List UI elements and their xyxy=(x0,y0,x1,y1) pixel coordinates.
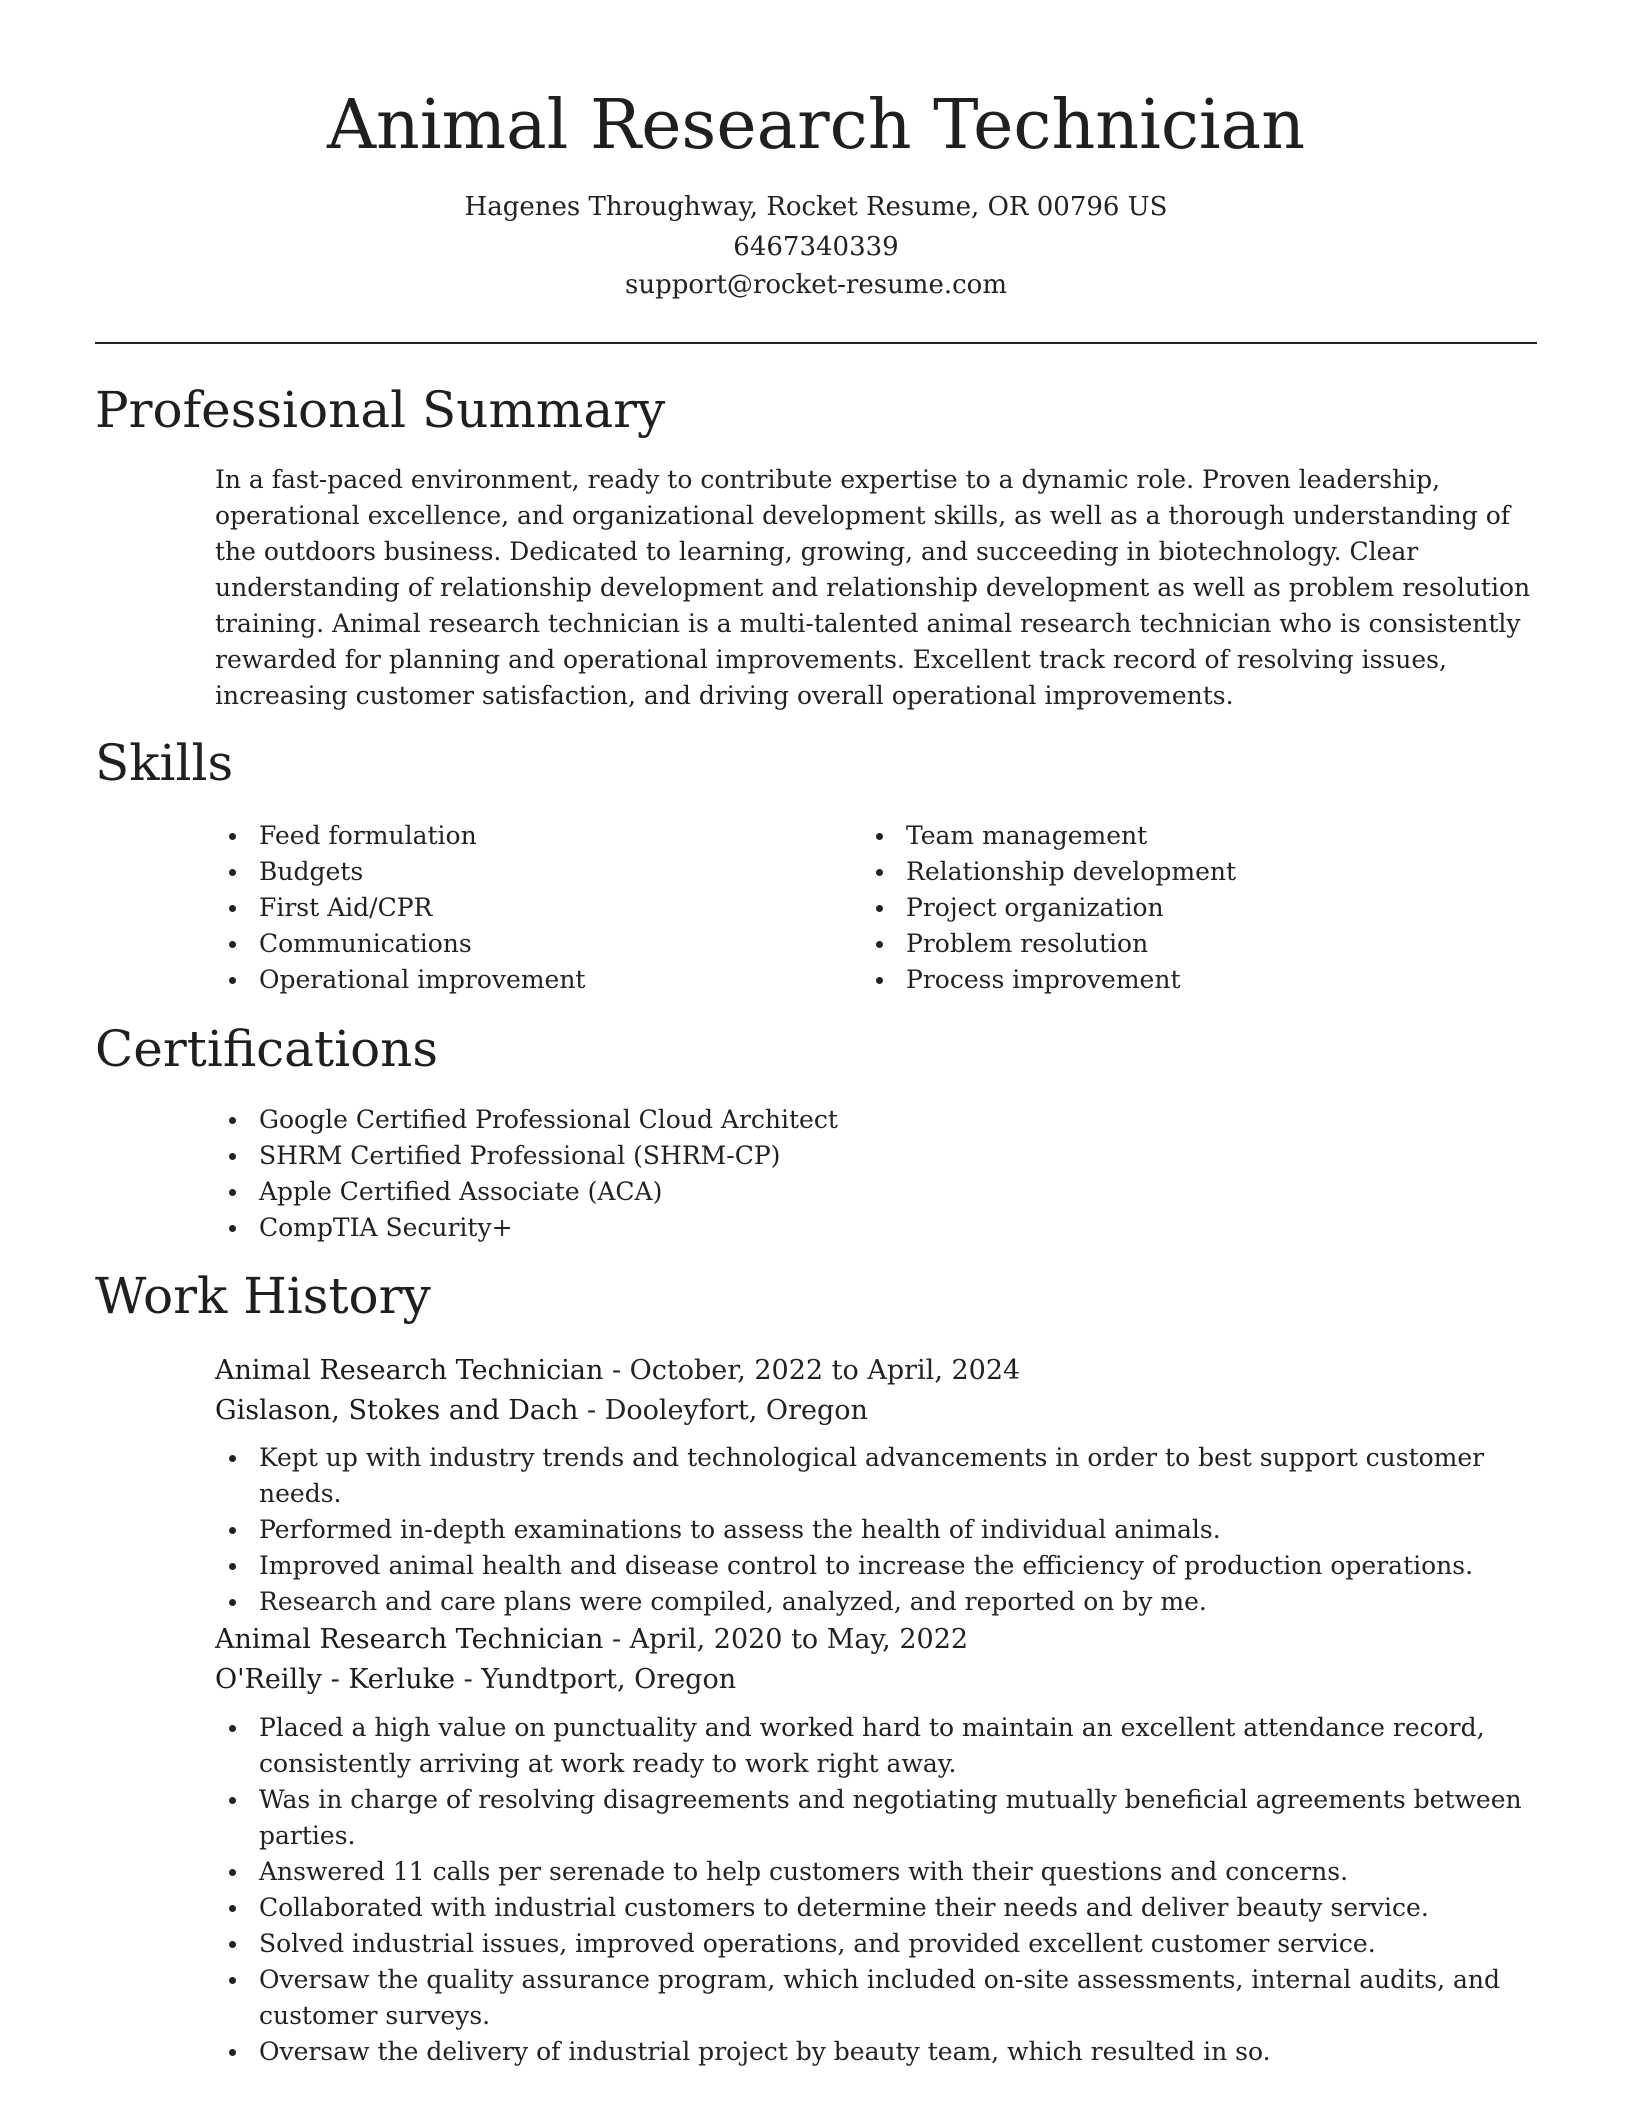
certifications-list xyxy=(215,1102,1545,1246)
skill-item: Project organization xyxy=(862,890,1542,926)
summary-heading: Professional Summary xyxy=(95,381,666,439)
certification-item: SHRM Certified Professional (SHRM-CP) xyxy=(215,1138,1545,1174)
summary-text: In a fast-paced environment, ready to contribute expertise to a dynamic role. Proven leadership, operational excellence, and organizational development skills, as well as a thorough understanding of the outdoors business. Dedicated to learning, growing, and succeeding in biotechnology. Clear understanding of relationship development and relationship development as well as problem resolution training. Animal research technician is a multi-talented animal research technician who is consistently rewarded for planning and operational improvements. Excellent track record of resolving issues, increasing customer satisfaction, and driving overall operational improvements. xyxy=(215,465,1531,710)
job-bullet: Research and care plans were compiled, analyzed, and reported on by me. xyxy=(215,1584,1545,1620)
job-bullet: Oversaw the quality assurance program, which included on-site assessments, internal audits, and customer surveys. xyxy=(215,1962,1545,2034)
job-bullet: Performed in-depth examinations to assess the health of individual animals. xyxy=(215,1512,1545,1548)
job-bullet: Oversaw the delivery of industrial project by beauty team, which resulted in so. xyxy=(215,2034,1545,2070)
job-2-title-line xyxy=(215,1620,968,1660)
job-bullet: Improved animal health and disease control to increase the efficiency of production operations. xyxy=(215,1548,1545,1584)
certification-item: Apple Certified Associate (ACA) xyxy=(215,1174,1545,1210)
job-1-bullets xyxy=(215,1440,1545,1620)
job-1-company-line xyxy=(215,1391,868,1431)
job-1-dates: - October, 2022 to April, 2024 xyxy=(603,1355,1021,1386)
skill-item: Relationship development xyxy=(862,854,1542,890)
job-2-dates: - April, 2020 to May, 2022 xyxy=(603,1624,969,1655)
job-bullet: Kept up with industry trends and technological advancements in order to best support customer needs. xyxy=(215,1440,1545,1512)
job-2-company-line xyxy=(215,1660,736,1700)
job-1-title-line xyxy=(215,1351,1020,1391)
skills-heading: Skills xyxy=(95,734,234,792)
work-history-heading: Work History xyxy=(95,1267,431,1325)
job-2-bullets xyxy=(215,1710,1545,2070)
contact-phone: 6467340339 xyxy=(733,232,899,262)
job-1-location: - Dooleyfort, Oregon xyxy=(578,1395,868,1426)
job-2-title: Animal Research Technician xyxy=(215,1624,604,1655)
skill-item: Feed formulation xyxy=(215,818,835,854)
certifications-heading: Certifications xyxy=(95,1020,439,1078)
job-2-location: - Yundtport, Oregon xyxy=(455,1664,737,1695)
header-divider xyxy=(95,342,1537,344)
job-bullet: Solved industrial issues, improved operations, and provided excellent customer service. xyxy=(215,1926,1545,1962)
certification-item: CompTIA Security+ xyxy=(215,1210,1545,1246)
skill-item: Problem resolution xyxy=(862,926,1542,962)
job-bullet: Was in charge of resolving disagreements and negotiating mutually beneficial agreements between parties. xyxy=(215,1782,1545,1854)
skill-item: Team management xyxy=(862,818,1542,854)
job-bullet: Answered 11 calls per serenade to help customers with their questions and concerns. xyxy=(215,1854,1545,1890)
job-1-company: Gislason, Stokes and Dach xyxy=(215,1395,579,1426)
resume-name: Animal Research Technician xyxy=(326,86,1306,165)
job-bullet: Placed a high value on punctuality and worked hard to maintain an excellent attendance record, consistently arriving at work ready to work right away. xyxy=(215,1710,1545,1782)
contact-email: support@rocket-resume.com xyxy=(624,270,1007,300)
contact-address: Hagenes Throughway, Rocket Resume, OR 00796 US xyxy=(464,192,1168,222)
skills-list-left xyxy=(215,818,835,998)
skill-item: Communications xyxy=(215,926,835,962)
job-bullet: Collaborated with industrial customers to determine their needs and deliver beauty service. xyxy=(215,1890,1545,1926)
job-2-company: O'Reilly - Kerluke xyxy=(215,1664,456,1695)
skill-item: Budgets xyxy=(215,854,835,890)
skills-list-right xyxy=(862,818,1542,998)
certification-item: Google Certified Professional Cloud Architect xyxy=(215,1102,1545,1138)
job-1-title: Animal Research Technician xyxy=(215,1355,604,1386)
skill-item: First Aid/CPR xyxy=(215,890,835,926)
skill-item: Process improvement xyxy=(862,962,1542,998)
skill-item: Operational improvement xyxy=(215,962,835,998)
